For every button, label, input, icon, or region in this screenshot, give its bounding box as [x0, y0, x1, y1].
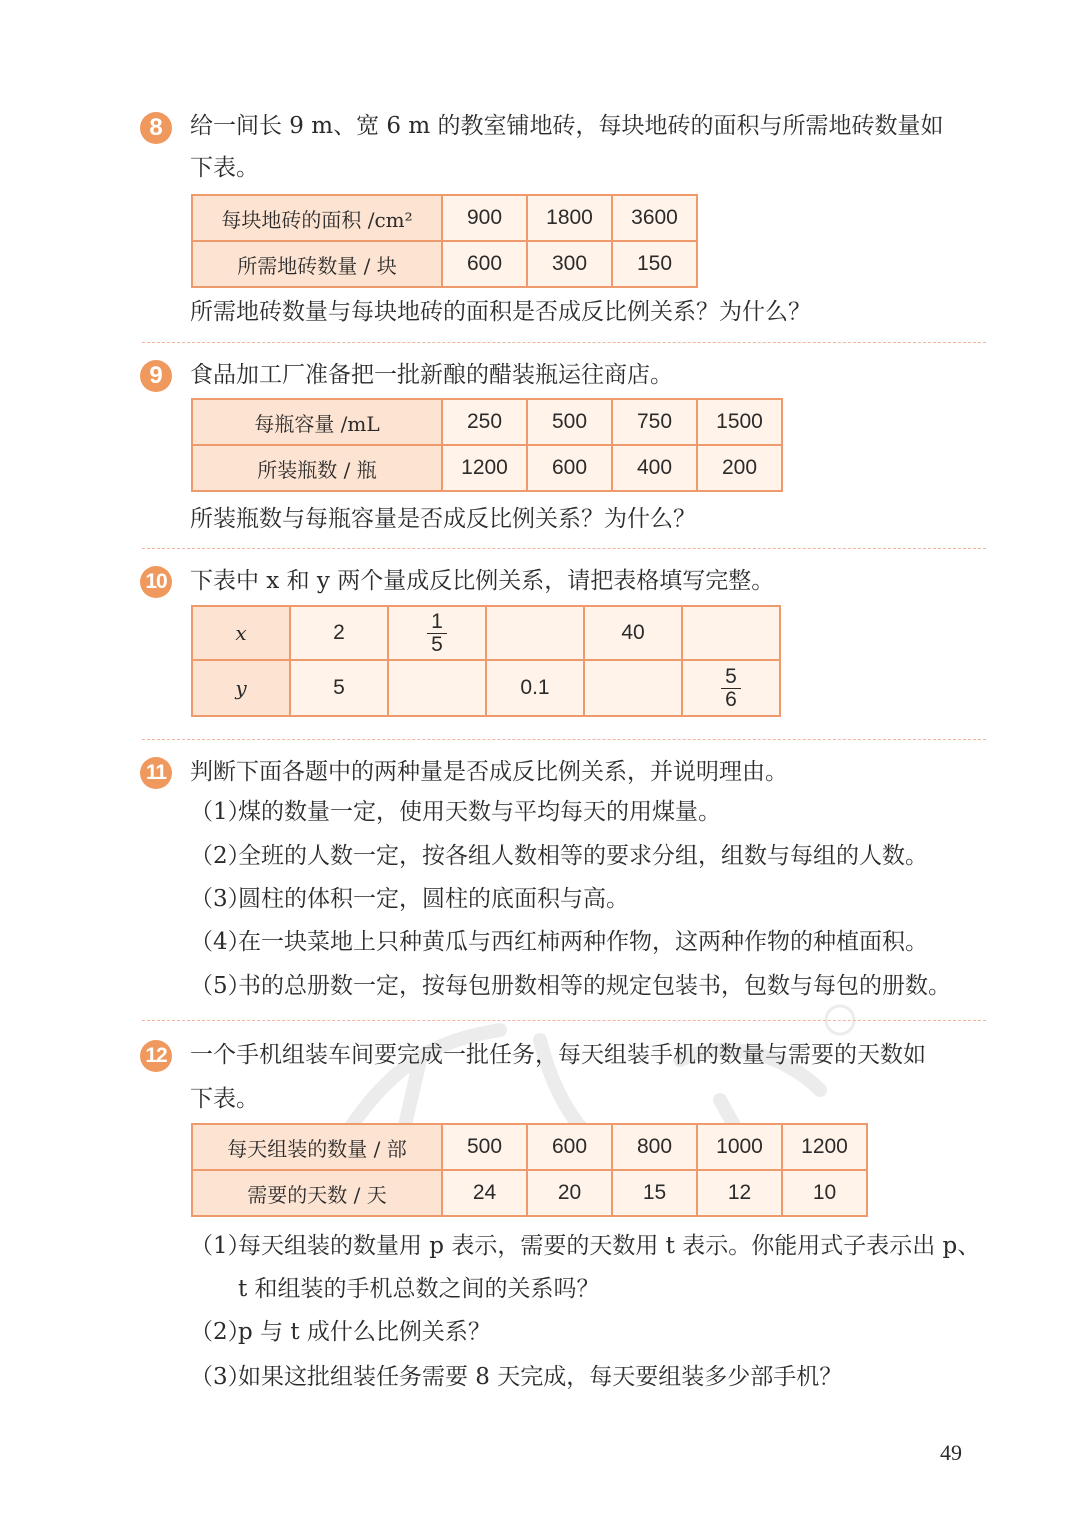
sub-question [190, 926, 928, 958]
sub-question-text: p 与 t 成什么比例关系？ [238, 1319, 491, 1345]
table-cell: 10 [782, 1170, 867, 1216]
table-cell: 40 [584, 606, 682, 660]
denominator: 6 [725, 687, 737, 711]
sub-question-index: （2） [190, 843, 251, 869]
sub-question [190, 1316, 491, 1348]
fraction [721, 666, 741, 711]
row-header: 所装瓶数 / 瓶 [192, 445, 442, 491]
row-header: 每天组装的数量 / 部 [192, 1124, 442, 1170]
table-cell: 1500 [697, 399, 782, 445]
sub-question-index: （1） [190, 799, 251, 825]
numerator: 1 [427, 611, 447, 634]
table-cell: 250 [442, 399, 527, 445]
tile-area-table [191, 194, 698, 288]
question-text-cont: 下表。 [190, 1086, 259, 1112]
table-cell: 1000 [697, 1124, 782, 1170]
table-cell: 200 [697, 445, 782, 491]
question-prompt: 所需地砖数量与每块地砖的面积是否成反比例关系？为什么？ [190, 299, 811, 325]
sub-question-text: 全班的人数一定，按各组人数相等的要求分组，组数与每组的人数。 [238, 843, 928, 869]
question-prompt: 所装瓶数与每瓶容量是否成反比例关系？为什么？ [190, 506, 696, 532]
sub-question-cont: t 和组装的手机总数之间的关系吗？ [238, 1276, 600, 1302]
row-header: 每瓶容量 /mL [192, 399, 442, 445]
numerator: 5 [721, 666, 741, 689]
sub-question [190, 840, 928, 872]
table-cell: 600 [442, 241, 527, 287]
sub-question [190, 796, 721, 828]
table-cell: 500 [527, 399, 612, 445]
fraction-cell [388, 606, 486, 660]
question-text: 给一间长 9 m、宽 6 m 的教室铺地砖，每块地砖的面积与所需地砖数量如 [190, 113, 944, 139]
table-cell: 5 [290, 660, 388, 716]
row-header: 需要的天数 / 天 [192, 1170, 442, 1216]
section-divider [142, 1020, 986, 1021]
sub-question-index: （5） [190, 973, 251, 999]
sub-question [190, 970, 951, 1002]
question-text: 食品加工厂准备把一批新酿的醋装瓶运往商店。 [190, 362, 673, 388]
blank-cell[interactable] [682, 606, 780, 660]
sub-question-text: 书的总册数一定，按每包册数相等的规定包装书，包数与每包的册数。 [238, 973, 951, 999]
row-header: 所需地砖数量 / 块 [192, 241, 442, 287]
denominator: 5 [431, 632, 443, 656]
table-cell: 750 [612, 399, 697, 445]
sub-question-text: 煤的数量一定，使用天数与平均每天的用煤量。 [238, 799, 721, 825]
table-cell: 800 [612, 1124, 697, 1170]
table-cell: 20 [527, 1170, 612, 1216]
blank-cell[interactable] [486, 606, 584, 660]
table-cell: 0.1 [486, 660, 584, 716]
sub-question-text: 每天组装的数量用 p 表示，需要的天数用 t 表示。你能用式子表示出 p、 [238, 1233, 981, 1259]
question-number-badge: 11 [140, 757, 172, 789]
question-text: 一个手机组装车间要完成一批任务，每天组装手机的数量与需要的天数如 [190, 1042, 926, 1068]
phone-assembly-table [191, 1123, 868, 1217]
question-number-badge: 12 [140, 1040, 172, 1072]
sub-question-index: （3） [190, 886, 251, 912]
question-text: 下表中 x 和 y 两个量成反比例关系，请把表格填写完整。 [190, 568, 775, 594]
sub-question-text: 圆柱的体积一定，圆柱的底面积与高。 [238, 886, 629, 912]
table-cell: 400 [612, 445, 697, 491]
sub-question [190, 1361, 842, 1393]
table-cell: 900 [442, 195, 527, 241]
table-cell: 500 [442, 1124, 527, 1170]
table-cell: 2 [290, 606, 388, 660]
question-text-cont: 下表。 [190, 155, 259, 181]
y-label: y [192, 660, 290, 716]
page-number: 49 [940, 1440, 962, 1465]
blank-cell[interactable] [388, 660, 486, 716]
inverse-proportion-table [191, 605, 781, 717]
sub-question-index: （4） [190, 929, 251, 955]
question-text: 判断下面各题中的两种量是否成反比例关系，并说明理由。 [190, 759, 788, 785]
table-cell: 12 [697, 1170, 782, 1216]
blank-cell[interactable] [584, 660, 682, 716]
table-cell: 15 [612, 1170, 697, 1216]
sub-question-index: （3） [190, 1364, 251, 1390]
question-number-badge: 9 [140, 360, 172, 392]
table-cell: 150 [612, 241, 697, 287]
table-cell: 1200 [782, 1124, 867, 1170]
table-cell: 1200 [442, 445, 527, 491]
table-cell: 1800 [527, 195, 612, 241]
section-divider [142, 342, 986, 343]
table-cell: 300 [527, 241, 612, 287]
bottle-capacity-table [191, 398, 783, 492]
table-cell: 3600 [612, 195, 697, 241]
row-header: 每块地砖的面积 /cm² [192, 195, 442, 241]
fraction-cell [682, 660, 780, 716]
table-cell: 24 [442, 1170, 527, 1216]
section-divider [142, 739, 986, 740]
sub-question [190, 1230, 980, 1262]
x-label: x [192, 606, 290, 660]
question-number-badge: 8 [140, 112, 172, 144]
sub-question-index: （1） [190, 1233, 251, 1259]
question-number-badge: 10 [140, 566, 172, 598]
table-cell: 600 [527, 1124, 612, 1170]
section-divider [142, 548, 986, 549]
sub-question [190, 883, 629, 915]
sub-question-text: 如果这批组装任务需要 8 天完成，每天要组装多少部手机？ [238, 1364, 843, 1390]
table-cell: 600 [527, 445, 612, 491]
sub-question-text: 在一块菜地上只种黄瓜与西红柿两种作物，这两种作物的种植面积。 [238, 929, 928, 955]
sub-question-index: （2） [190, 1319, 251, 1345]
fraction [427, 611, 447, 656]
